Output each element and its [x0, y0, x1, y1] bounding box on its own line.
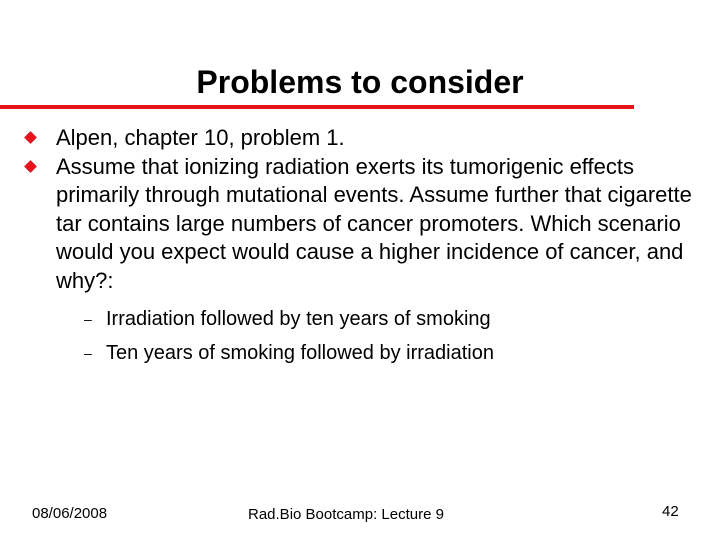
footer-lecture-title: Rad.Bio Bootcamp: Lecture 9 [248, 506, 444, 523]
diamond-bullet-icon [24, 160, 37, 173]
sub-bullet-text: Ten years of smoking followed by irradiation [106, 342, 494, 364]
diamond-bullet-icon [24, 131, 37, 144]
slide-title: Problems to consider [196, 64, 524, 100]
title-underline [0, 105, 634, 109]
bullet-text: Assume that ionizing radiation exerts its tumorigenic effects primarily through mutational events. Assume further that cigarette tar contains large numbers of cancer promoters. Which scenario would you expect would cause a higher incidence of cancer, and why?: [56, 153, 692, 293]
footer-date: 08/06/2008 [32, 505, 108, 522]
page-number: 42 [662, 503, 679, 520]
sub-bullet-text: Irradiation followed by ten years of smoking [106, 308, 491, 330]
bullet-text: Alpen, chapter 10, problem 1. [56, 125, 345, 150]
sub-bullet-list [56, 302, 702, 370]
bullet-item [22, 153, 702, 371]
bullet-item [22, 124, 702, 153]
sub-bullet-item [56, 302, 702, 336]
sub-bullet-item [56, 336, 702, 370]
dash-bullet-icon: – [84, 311, 92, 327]
dash-bullet-icon: – [84, 345, 92, 361]
bullet-list [22, 124, 702, 370]
